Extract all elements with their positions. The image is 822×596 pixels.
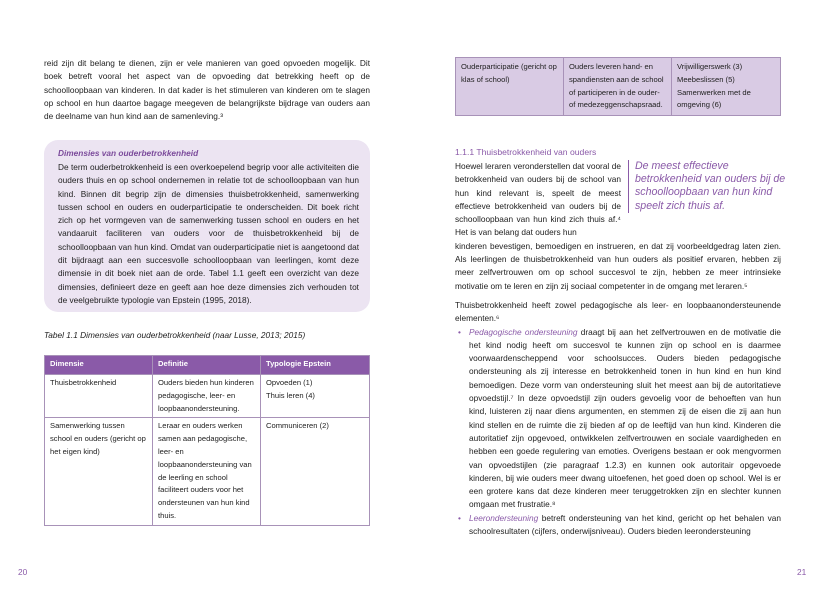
table-cell: Thuisbetrokkenheid [45,375,153,418]
dimensions-table [44,355,370,526]
page-number-right: 21 [797,567,807,577]
table-cell: Communiceren (2) [261,418,370,525]
table-row [456,58,781,116]
intro-paragraph: reid zijn dit belang te dienen, zijn er vele manieren van goed opvoeden mogelijk. Dit boek betreft vooral het aspect van de opvoeding dat betrekking heeft op de schoolloopbaan van kinderen. In dat kader is het stimuleren van kinderen om te slagen op school en hun daartoe bagage meegeven de belangrijkste bijdrage van ouders aan de deelname van hun kind aan de samenleving.³ [44,58,370,122]
header-dimensie: Dimensie [45,356,153,375]
right-page [411,0,822,596]
paragraph-wide: kinderen bevestigen, bemoedigen en instrueren, en dat zij voorbeeldgedrag laten zien. Als leerlingen de thuisbetrokkenheid van hun ouders als positief ervaren, hebben zij meer zelfvertrouwen om op school succesvol te zijn, hebben ze meer intrinsieke motivatie om te leren en zijn zij sociaal competenter in de omgang met leraren.⁵ [455,240,781,291]
table-cell: Samenwerking tussen school en ouders (gericht op het eigen kind) [45,418,153,525]
bullet-term: Pedagogische ondersteuning [469,326,578,337]
list-item [469,512,781,539]
box-text: De term ouderbetrokkenheid is een overkoepelend begrip voor alle activiteiten die ouders thuis en op school ondernemen in relatie tot de schoolloopbaan van hun kind. Binnen dit begrip zijn de dimensies thuisbetrokkenheid, samenwerking tussen school en ouders en ouderparticipatie te onderscheiden. Dit boek richt zich op het vormgeven van de samenwerking tussen school en ouders en het vandaaruit faciliteren van ouders voor de thuisbetrokkenheid bij de schoolloopbaan van hun kind. Omdat van ouderparticipatie niet is aangetoond dat dit bijdraagt aan een succesvolle schoolloopbaan van leerlingen, komt deze dimensie in dit boek niet aan de orde. Tabel 1.1 geeft een overzicht van deze dimensies, definieert deze en geeft aan hoe deze dimensies zich verhouden tot de veelgebruikte typologie van Epstein (1995, 2018). [58,162,359,305]
table-cell: Opvoeden (1) Thuis leren (4) [261,375,370,418]
paragraph-narrow: Hoewel leraren veronderstellen dat vooral de betrokkenheid van ouders bij de school van hun kind relevant is, speelt de meest effectieve betrokkenheid van ouders bij de schoolloopbaan van hun kind zich thuis af.⁴ Het is van belang dat ouders hun [455,161,621,238]
header-typologie: Typologie Epstein [261,356,370,375]
bullet-term: Leerondersteuning [469,512,539,523]
bullet-text: betreft ondersteuning van het kind, gericht op het behalen van schoolresultaten (cijfers, onderwijsniveau). Ouders bieden leerondersteuning [469,512,781,537]
bullet-text: draagt bij aan het zelfvertrouwen en de motivatie die het kind nodig heeft om succesvol te kunnen zijn op school en is daarmee voorwaardenscheppend voor schoolsucces. Ouders bieden pedagogische ondersteuning als zij interesse en betrokkenheid tonen in hun kind en hun kind bemoedigen. Deze vorm van ondersteuning sluit het meest aan bij de autoritatieve opvoedstijl.⁷ In deze opvoedstijl zijn ouders gevoelig voor de behoeften van hun kind, luisteren zij naar diens argumenten, en stemmen zij de eisen die zij aan hun kind stellen en de ruimte die zij bieden af op de leeftijd van hun kind. Kinderen die autoritatief zijn opgevoed, ontwikkelen zelfvertrouwen en sociale vaardigheden en hebben een goede regulering van emoties. Overigens bestaan er ook mengvormen van opvoedstijlen (zie paragraaf 1.2.3) en kunnen ook autoritair opgevoede kinderen, bij wie ouders meer dwang uitoefenen, het goed doen op school. Wel is er een grotere kans dat deze kinderen meer teruggetrokken zijn en slechter kunnen omgaan met frustratie.⁸ [469,326,782,510]
table-cell: Ouderparticipatie (gericht op klas of school) [456,58,564,116]
paragraph: Thuisbetrokkenheid heeft zowel pedagogische als leer- en loopbaanondersteunende elementen.⁶ [455,299,781,324]
table-cell: Leraar en ouders werken samen aan pedagogische, leer- en loopbaanondersteuning van de leerling en school faciliteert ouders voor het ondersteunen van hun kind thuis. [153,418,261,525]
pull-quote: De meest effectieve betrokkenheid van ouders bij de schoolloopbaan van hun kind speelt zich thuis af. [628,160,793,213]
table-header-row [45,356,370,375]
table-cell: Vrijwilligerswerk (3) Meebeslissen (5) Samenwerken met de omgeving (6) [672,58,781,116]
dimensions-table-continued [455,57,781,116]
box-title: Dimensies van ouderbetrokkenheid [58,148,199,158]
bullet-list [455,326,781,539]
table-caption: Tabel 1.1 Dimensies van ouderbetrokkenheid (naar Lusse, 2013; 2015) [44,330,306,340]
header-definitie: Definitie [153,356,261,375]
table-row [45,418,370,525]
page-number-left: 20 [18,567,28,577]
table-cell: Ouders bieden hun kinderen pedagogische, leer- en loopbaanondersteuning. [153,375,261,418]
table-row [45,375,370,418]
list-item [469,326,781,512]
section-body [455,160,781,538]
section-title: 1.1.1 Thuisbetrokkenheid van ouders [455,147,597,157]
table-cell: Ouders leveren hand- en spandiensten aan de school of participeren in de ouder- of medezeggenschapsraad. [564,58,672,116]
dimensions-box [44,140,370,312]
